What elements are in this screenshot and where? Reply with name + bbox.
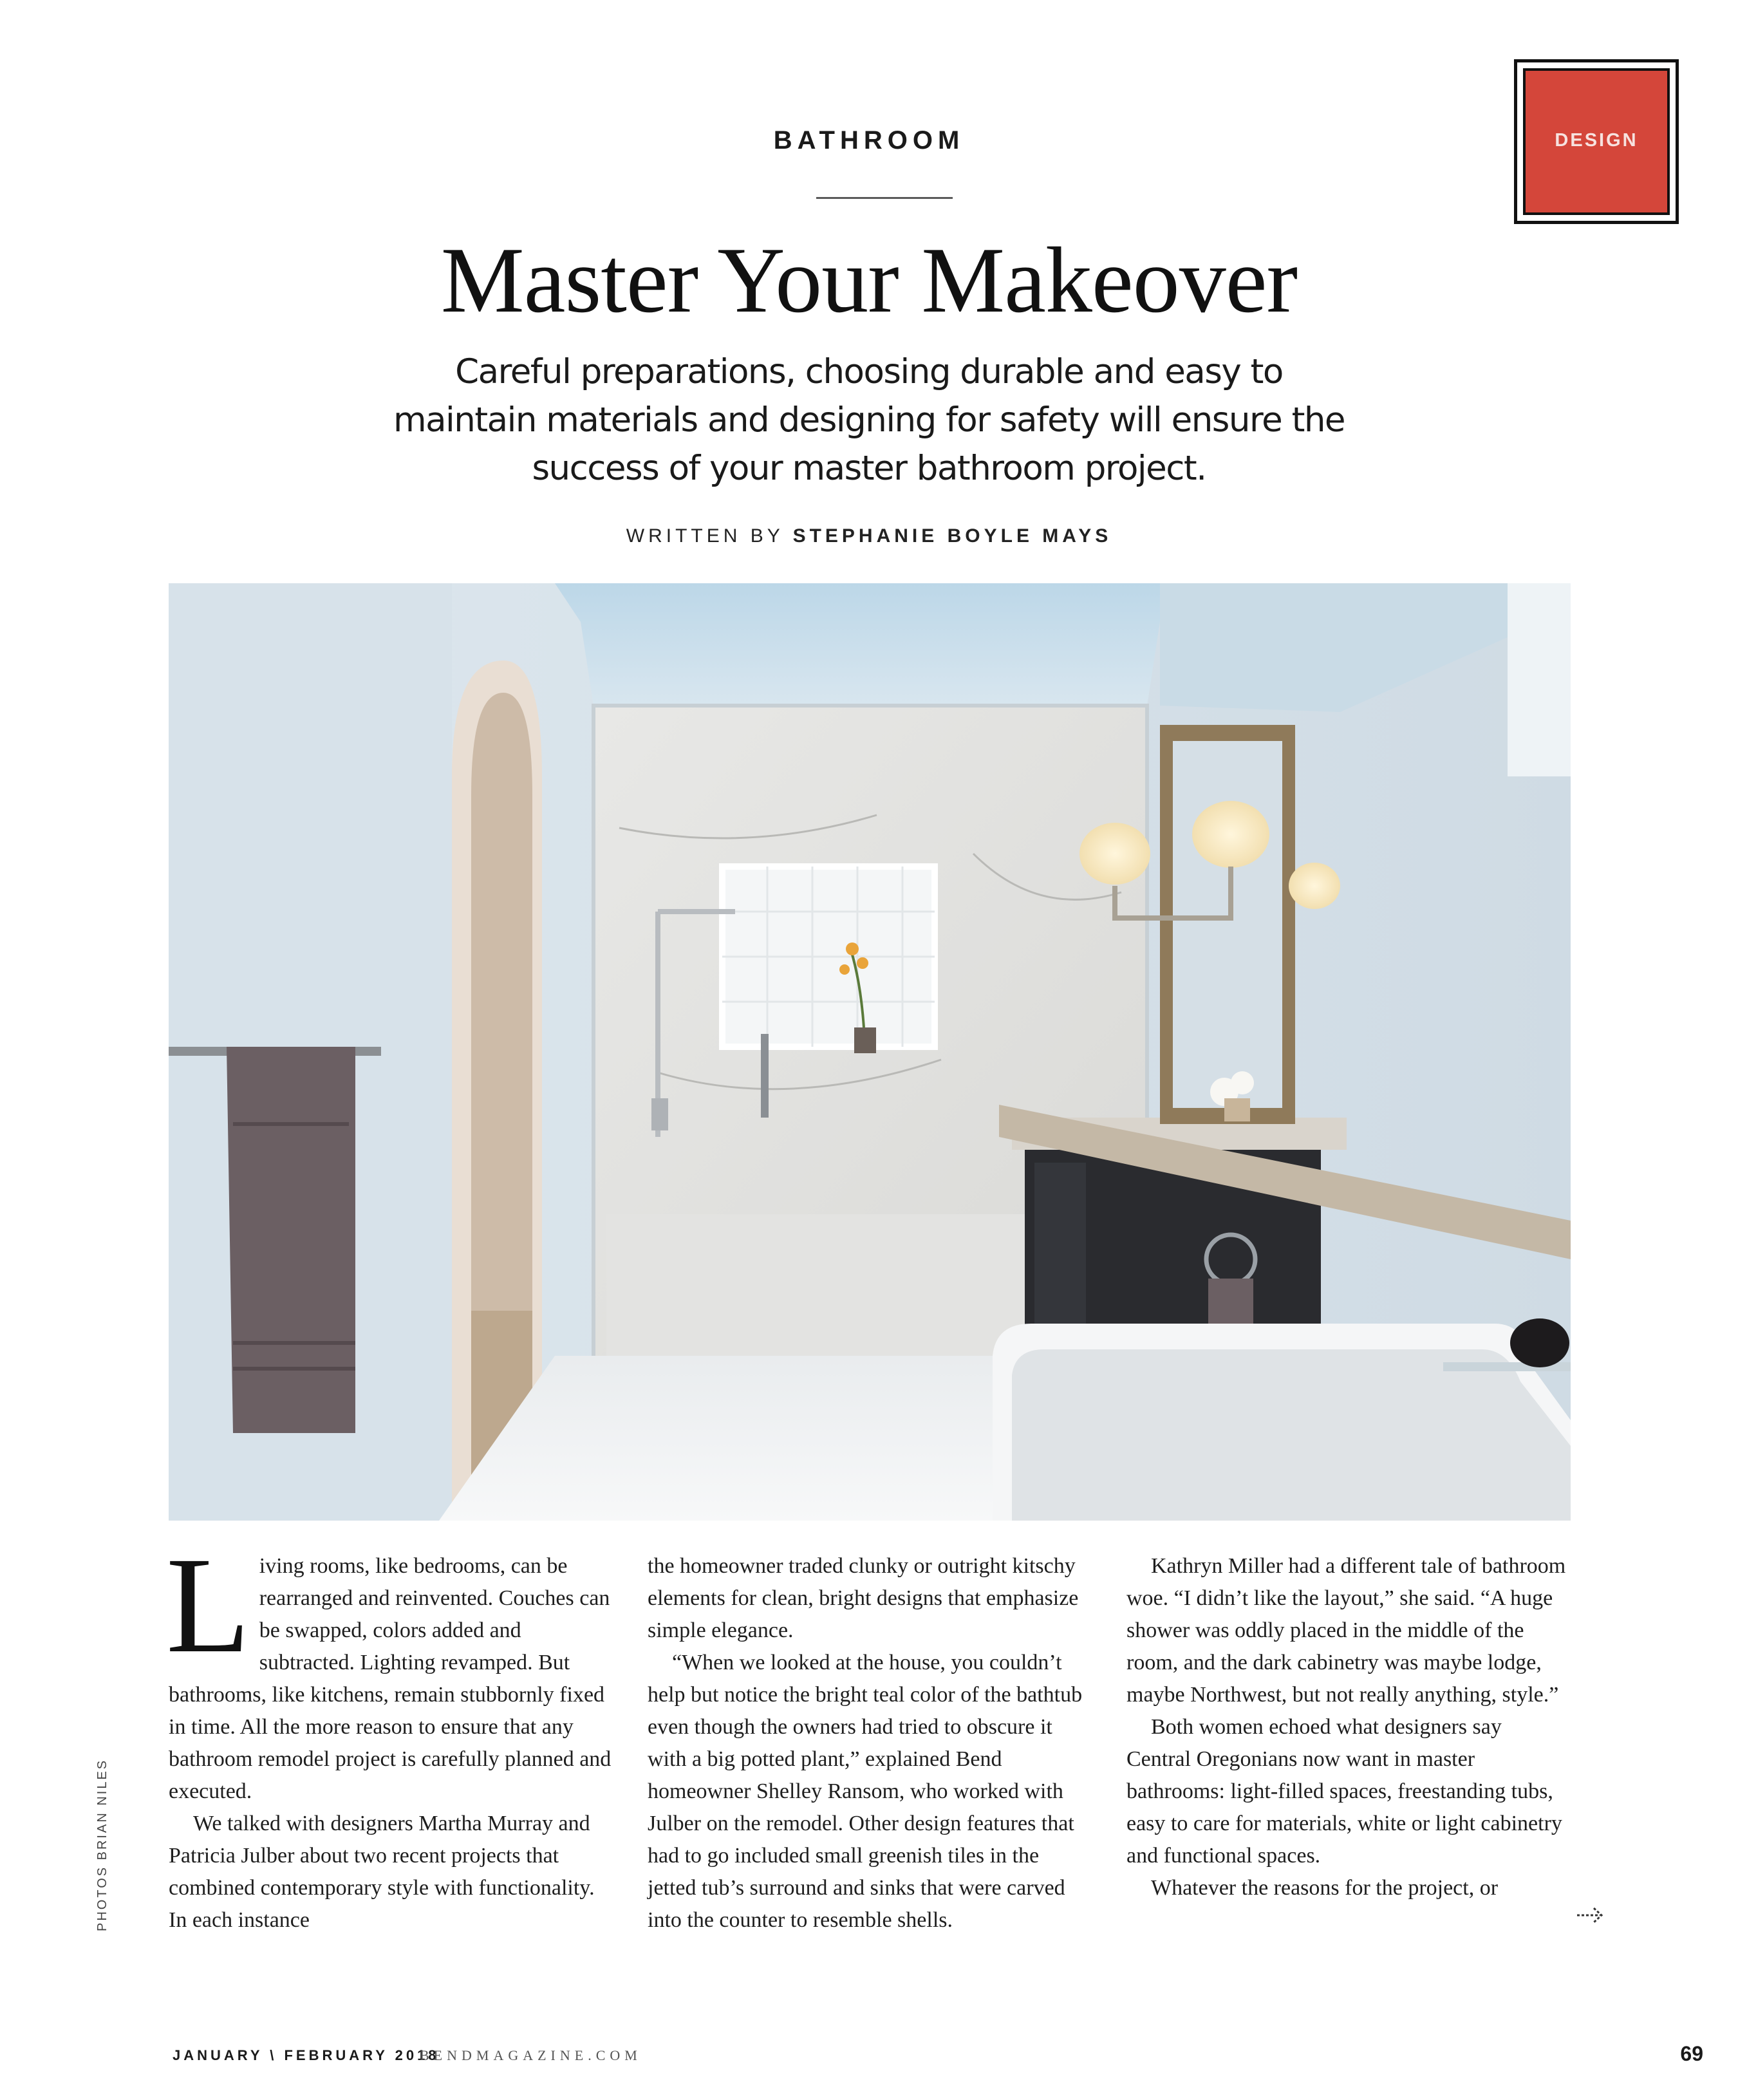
article-column-2 [648, 1550, 1092, 1936]
paragraph: the homeowner traded clunky or outright kitschy elements for clean, bright designs that emphasize simple elegance. [648, 1554, 1079, 1642]
article-column-3 [1126, 1550, 1571, 1904]
paragraph: Kathryn Miller had a different tale of bathroom woe. “I didn’t like the layout,” she said. “A huge shower was oddly placed in the middle of the room, and the dark cabinetry was maybe lodge, maybe Northwest, but not really anything, style.” [1126, 1554, 1566, 1707]
section-badge-label: DESIGN [1555, 130, 1638, 151]
section-label: BATHROOM [773, 126, 965, 155]
paragraph: We talked with designers Martha Murray and Patricia Julber about two recent projects that combined contemporary style with functionality. In each instance [169, 1812, 595, 1932]
article-dek: Careful preparations, choosing durable and easy to maintain materials and designing for safety will ensure the success of your master bathroom project. [393, 352, 1345, 488]
dropcap: L [166, 1529, 250, 1682]
continue-arrow-icon [1574, 1899, 1607, 1931]
article-title: Master Your Makeover [440, 228, 1298, 332]
byline-author: STEPHANIE BOYLE MAYS [792, 525, 1112, 547]
article-column-1 [166, 1529, 613, 1936]
footer-website: BENDMAGAZINE.COM [420, 2047, 642, 2063]
photo-credit: PHOTOS BRIAN NILES [95, 1758, 109, 1931]
bathroom-photo [169, 583, 1571, 1521]
footer-issue-date: JANUARY \ FEBRUARY 2018 [173, 2047, 440, 2063]
byline [0, 525, 1738, 547]
paragraph: “When we looked at the house, you couldn’t help but notice the bright teal color of the bathtub even though the owners had tried to obscure it with a big potted plant,” explained Bend homeowner Shelley Ransom, who worked with Julber on the remodel. Other design features that had to go included small greenish tiles in the jetted tub’s surround and sinks that were carved into the counter to resemble shells. [648, 1651, 1083, 1932]
paragraph: Both women echoed what designers say Central Oregonians now want in master bathrooms: light-filled spaces, freestanding tubs, easy to care for materials, white or light cabinetry and functional spaces. [1126, 1715, 1562, 1868]
byline-prefix: WRITTEN BY [626, 525, 784, 547]
page-number: 69 [1680, 2042, 1703, 2065]
paragraph: Whatever the reasons for the project, or [1151, 1876, 1499, 1900]
paragraph: iving rooms, like bedrooms, can be rearranged and reinvented. Couches can be swapped, colors added and subtracted. Lighting revamped. But bathrooms, like kitchens, remain stubbornly fixed in time. All the more reason to ensure that any bathroom remodel project is carefully planned and executed. [169, 1554, 612, 1803]
section-divider [816, 197, 953, 199]
